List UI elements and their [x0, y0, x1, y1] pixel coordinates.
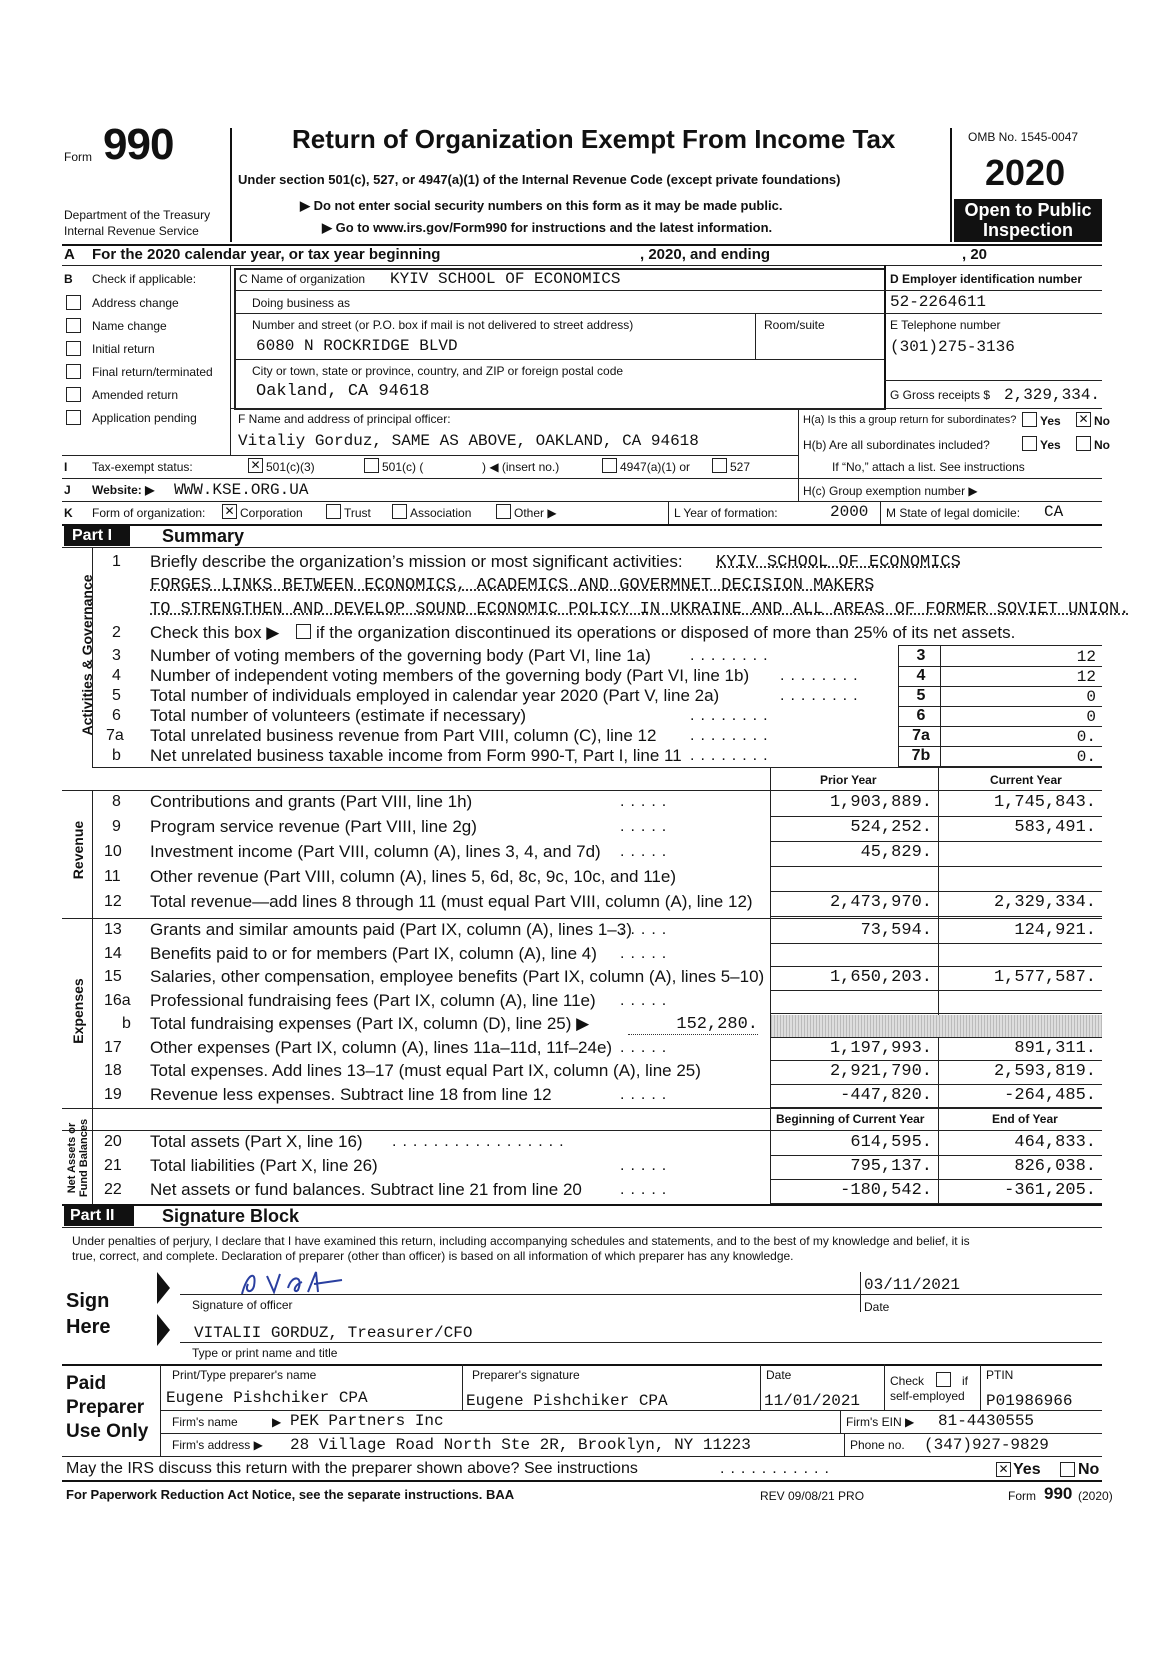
city-state-zip: Oakland, CA 94618	[256, 382, 430, 401]
line-b-letter: B	[64, 272, 73, 286]
expense-current-value: 2,593,819.	[993, 1062, 1096, 1081]
other-label: Other ▶	[514, 506, 557, 520]
penalty-text-1: Under penalties of perjury, I declare that I have examined this return, including accompanying schedules and statements, and to the best of my knowledge and belief, it is	[72, 1234, 970, 1248]
use-only-label: Use Only	[66, 1421, 149, 1442]
line-2-num: 2	[112, 624, 121, 641]
gov-line-text: Net unrelated business taxable income from Form 990-T, Part I, line 11	[150, 746, 682, 765]
line-k-letter: K	[64, 506, 73, 520]
expense-line-number: 19	[104, 1085, 122, 1103]
gov-line-leader: ........	[690, 727, 774, 744]
firm-address: 28 Village Road North Ste 2R, Brooklyn, NY 11223	[290, 1436, 751, 1454]
revenue-current-value: 1,745,843.	[993, 793, 1096, 812]
application-pending-checkbox[interactable]	[66, 410, 81, 425]
firm-phone: (347)927-9829	[924, 1436, 1049, 1454]
side-label-governance: Activities & Governance	[79, 574, 95, 736]
gov-line-text: Total unrelated business revenue from Part VIII, column (C), line 12	[150, 726, 657, 745]
net-assets-line-leader: .....	[620, 1181, 673, 1198]
gov-line-value: 12	[1076, 668, 1096, 686]
501c-label: 501(c) (	[382, 460, 424, 474]
mission-text-2: FORGES LINKS BETWEEN ECONOMICS, ACADEMICS AND GOVERMNET DECISION MAKERS	[150, 576, 875, 595]
discontinued-checkbox[interactable]	[296, 624, 311, 639]
revenue-row-line	[770, 866, 1102, 867]
net-assets-line-number: 21	[104, 1157, 122, 1174]
gov-line-box: 7a	[912, 727, 930, 744]
final-return-checkbox[interactable]	[66, 364, 81, 379]
side-label-expenses: Expenses	[70, 978, 86, 1044]
net-assets-line-leader: .....	[620, 1157, 673, 1174]
expense-line-number: 17	[104, 1038, 122, 1056]
expense-prior-value: 2,921,790.	[829, 1062, 932, 1081]
insert-no-label: ) ◀ (insert no.)	[482, 460, 560, 474]
tax-year: 2020	[985, 152, 1066, 193]
net-assets-prior-value: 795,137.	[850, 1157, 932, 1176]
501c3-label: 501(c)(3)	[266, 460, 315, 474]
association-checkbox[interactable]	[392, 504, 407, 519]
city-label: City or town, state or province, country, and ZIP or foreign postal code	[252, 364, 624, 378]
preparer-name: Eugene Pishchiker CPA	[166, 1389, 368, 1407]
signature-label: Signature of officer	[192, 1298, 293, 1312]
gov-line-leader: ........	[780, 687, 864, 704]
revenue-prior-value: 2,473,970.	[829, 893, 932, 912]
ptin-label: PTIN	[986, 1368, 1014, 1382]
expense-line-text: Total expenses. Add lines 13–17 (must equal Part IX, column (A), line 25)	[150, 1061, 701, 1080]
expense-line-text: Benefits paid to or for members (Part IX, column (A), line 4)	[150, 943, 597, 963]
preparer-date-label: Date	[766, 1368, 792, 1382]
expense-prior-value: 73,594.	[860, 921, 932, 940]
part2-title: Signature Block	[162, 1206, 300, 1226]
revenue-current-value: 2,329,334.	[993, 893, 1096, 912]
net-assets-line-text: Net assets or fund balances. Subtract line 21 from line 20	[150, 1180, 582, 1199]
expense-inline-value: 152,280.	[628, 1015, 758, 1035]
net-assets-current-value: 826,038.	[1014, 1157, 1096, 1176]
phone-no-label: Phone no.	[850, 1438, 905, 1452]
revenue-line-number: 8	[112, 793, 121, 810]
telephone-label: E Telephone number	[890, 318, 1001, 332]
ein-label: D Employer identification number	[890, 272, 1083, 286]
discuss-no-checkbox[interactable]	[1060, 1462, 1075, 1477]
instruction-ssn: ▶ Do not enter social security numbers on this form as it may be made public.	[300, 198, 783, 213]
omb-number: OMB No. 1545-0047	[968, 130, 1079, 144]
preparer-signature: Eugene Pishchiker CPA	[466, 1392, 668, 1410]
revenue-prior-value: 1,903,889.	[829, 793, 932, 812]
gov-line-number: 5	[112, 687, 121, 704]
expense-line-leader: .....	[620, 1085, 673, 1103]
here-label: Here	[66, 1316, 111, 1338]
street-label: Number and street (or P.O. box if mail is not delivered to street address)	[252, 318, 634, 332]
preparer-name-label: Print/Type preparer's name	[172, 1368, 317, 1382]
gov-line-box: 7b	[911, 747, 931, 764]
revenue-line-leader: .....	[620, 793, 673, 810]
other-checkbox[interactable]	[496, 504, 511, 519]
firm-name-arrow: ▶	[272, 1415, 282, 1429]
principal-officer: Vitaliy Gorduz, SAME AS ABOVE, OAKLAND, CA 94618	[238, 432, 699, 450]
address-change-label: Address change	[92, 296, 179, 310]
gov-line-number: 6	[112, 707, 121, 724]
footer-left: For Paperwork Reduction Act Notice, see the separate instructions. BAA	[66, 1487, 515, 1502]
revenue-line-text: Other revenue (Part VIII, column (A), lines 5, 6d, 8c, 9c, 10c, and 11e)	[150, 867, 676, 886]
501c3-checkbox[interactable]	[248, 458, 263, 473]
gov-line-number: 7a	[106, 727, 124, 744]
revenue-row-line	[770, 841, 1102, 842]
ein-value: 52-2264611	[890, 293, 987, 311]
tax-exempt-label: Tax-exempt status:	[92, 460, 193, 474]
room-suite-label: Room/suite	[764, 318, 825, 332]
if-label: if	[962, 1374, 968, 1388]
mission-text-3: TO STRENGTHEN AND DEVELOP SOUND ECONOMIC POLICY IN UKRAINE AND ALL AREAS OF FORMER SOVIET UNION.	[150, 600, 1130, 619]
expense-row-line	[770, 1060, 1102, 1061]
part1-title: Summary	[162, 526, 245, 546]
initial-return-label: Initial return	[92, 342, 155, 356]
expense-current-value: 1,577,587.	[993, 968, 1096, 987]
expense-line-number: b	[122, 1015, 131, 1032]
gov-line-text: Total number of volunteers (estimate if necessary)	[150, 706, 527, 725]
col-beginning-year: Beginning of Current Year	[776, 1112, 925, 1126]
website-label: Website: ▶	[92, 483, 155, 497]
dba-label: Doing business as	[252, 296, 351, 310]
col-end-year: End of Year	[992, 1112, 1058, 1126]
gov-line-box: 6	[916, 707, 926, 724]
revenue-prior-value: 524,252.	[850, 818, 932, 837]
firm-name-label: Firm's name	[172, 1415, 238, 1429]
telephone-value: (301)275-3136	[890, 338, 1015, 356]
side-label-revenue: Revenue	[70, 820, 86, 880]
officer-name-title: VITALII GORDUZ, Treasurer/CFO	[194, 1324, 473, 1342]
sign-date: 03/11/2021	[864, 1276, 961, 1294]
org-form-label: Form of organization:	[92, 506, 206, 520]
net-assets-row-line	[770, 1155, 1102, 1156]
4947-checkbox[interactable]	[602, 458, 617, 473]
expense-line-number: 16a	[104, 991, 131, 1009]
line-j-letter: J	[64, 483, 71, 497]
dept-irs: Internal Revenue Service	[64, 224, 199, 238]
expense-line-text: Revenue less expenses. Subtract line 18 from line 12	[150, 1084, 552, 1104]
expense-line-leader: .....	[620, 921, 673, 938]
net-assets-line-number: 20	[104, 1133, 122, 1150]
trust-checkbox[interactable]	[326, 504, 341, 519]
revenue-row-line	[770, 816, 1102, 817]
line-a-letter: A	[64, 246, 75, 263]
initial-return-checkbox[interactable]	[66, 341, 81, 356]
line-2-text-b: if the organization discontinued its operations or disposed of more than 25% of its net assets.	[316, 623, 1016, 642]
preparer-label: Preparer	[66, 1397, 145, 1418]
expense-line-text: Total fundraising expenses (Part IX, column (D), line 25) ▶	[150, 1014, 590, 1033]
net-assets-current-value: -361,205.	[1004, 1181, 1096, 1200]
discuss-yes-label: Yes	[1013, 1461, 1041, 1478]
revenue-line-text: Total revenue—add lines 8 through 11 (must equal Part VIII, column (A), line 12)	[150, 892, 753, 911]
ha-yes-checkbox[interactable]	[1022, 412, 1037, 427]
expense-line-number: 15	[104, 968, 122, 985]
revenue-line-text: Investment income (Part VIII, column (A), lines 3, 4, and 7d)	[150, 842, 601, 861]
inspection: Inspection	[982, 220, 1073, 240]
discuss-no-label: No	[1078, 1461, 1100, 1478]
expense-line-text: Other expenses (Part IX, column (A), lines 11a–11d, 11f–24e)	[150, 1037, 613, 1057]
state-domicile: CA	[1044, 503, 1064, 521]
org-name-label: C Name of organization	[239, 272, 366, 286]
revenue-line-number: 12	[104, 893, 122, 910]
line-a-text: For the 2020 calendar year, or tax year beginning	[92, 246, 441, 263]
firm-ein-label: Firm's EIN ▶	[846, 1415, 915, 1429]
gross-receipts-label: G Gross receipts $	[890, 388, 991, 402]
net-assets-line-number: 22	[104, 1181, 122, 1198]
gov-line-number: 3	[112, 647, 121, 664]
revenue-line-leader: .....	[620, 843, 673, 860]
expense-line-leader: .....	[620, 991, 673, 1009]
net-assets-line-text: Total liabilities (Part X, line 26)	[150, 1156, 378, 1175]
ha-yes-label: Yes	[1040, 414, 1061, 428]
website-value[interactable]: WWW.KSE.ORG.UA	[174, 481, 309, 499]
gov-line-box: 3	[916, 647, 926, 664]
address-change-checkbox[interactable]	[66, 295, 81, 310]
hb-no-label: No	[1094, 438, 1110, 452]
gov-line-leader: ........	[690, 647, 774, 664]
net-assets-line-leader: .................	[392, 1133, 570, 1150]
footer-form-year: (2020)	[1078, 1489, 1113, 1503]
net-assets-line-text: Total assets (Part X, line 16)	[150, 1132, 363, 1151]
form-prefix: Form	[64, 150, 92, 164]
gov-line-box: 5	[916, 687, 926, 704]
officer-label: F Name and address of principal officer:	[238, 412, 451, 426]
self-employed-checkbox[interactable]	[936, 1372, 951, 1387]
gov-line-text: Total number of individuals employed in calendar year 2020 (Part V, line 2a)	[150, 686, 720, 705]
hc-label: H(c) Group exemption number ▶	[803, 484, 978, 498]
net-assets-row-line	[770, 1179, 1102, 1180]
501c-checkbox[interactable]	[364, 458, 379, 473]
expense-line-text: Grants and similar amounts paid (Part IX, column (A), lines 1–3)	[150, 920, 632, 939]
sign-date-label: Date	[864, 1300, 890, 1314]
4947-label: 4947(a)(1) or	[620, 460, 691, 474]
discuss-question: May the IRS discuss this return with the preparer shown above? See instructions	[66, 1460, 638, 1477]
expense-current-value: -264,485.	[1004, 1085, 1096, 1105]
hb-note: If “No,” attach a list. See instructions	[832, 460, 1025, 474]
gov-line-leader: ........	[780, 667, 864, 684]
gov-line-value: 12	[1076, 648, 1096, 666]
gov-line-leader: ........	[690, 707, 774, 724]
dept-treasury: Department of the Treasury	[64, 208, 211, 222]
expense-row-line	[770, 1107, 1102, 1108]
revenue-line-number: 10	[104, 843, 122, 860]
expense-row-line	[770, 1013, 1102, 1014]
application-pending-label: Application pending	[92, 411, 197, 425]
expense-line-number: 18	[104, 1062, 122, 1079]
expense-line-leader: .....	[620, 944, 673, 962]
firm-name: PEK Partners Inc	[290, 1412, 444, 1430]
revenue-line-number: 9	[112, 818, 121, 835]
amended-return-checkbox[interactable]	[66, 387, 81, 402]
expense-current-value: 891,311.	[1014, 1038, 1096, 1058]
hb-label: H(b) Are all subordinates included?	[803, 438, 990, 452]
expense-prior-value: -447,820.	[840, 1085, 932, 1105]
expense-line-number: 14	[104, 944, 122, 962]
penalty-text-2: true, correct, and complete. Declaration of preparer (other than officer) is based on all information of which preparer has any knowledge.	[72, 1249, 794, 1263]
discuss-yes-checkbox[interactable]	[996, 1462, 1011, 1477]
corporation-label: Corporation	[240, 506, 303, 520]
sign-arrow-2	[157, 1314, 170, 1346]
footer-form-label: Form	[1008, 1489, 1036, 1503]
net-assets-prior-value: -180,542.	[840, 1181, 932, 1200]
gov-line-value: 0.	[1076, 728, 1096, 746]
col-current-year: Current Year	[990, 773, 1062, 787]
year-formation-label: L Year of formation:	[674, 506, 778, 520]
gov-line-number: b	[112, 747, 121, 764]
ptin-value: P01986966	[986, 1392, 1073, 1410]
type-name-label: Type or print name and title	[192, 1346, 338, 1360]
line-1-num: 1	[112, 553, 121, 570]
association-label: Association	[410, 506, 472, 520]
check-applicable-label: Check if applicable:	[92, 272, 197, 286]
revenue-row-line	[770, 891, 1102, 892]
gov-row-line	[898, 766, 1102, 767]
line-a-year: , 20	[962, 246, 988, 263]
expense-row-line	[770, 1084, 1102, 1085]
ha-label: H(a) Is this a group return for subordinates?	[803, 414, 1017, 426]
footer-form-number: 990	[1044, 1484, 1073, 1503]
open-to-public: Open to Public	[964, 200, 1092, 220]
org-name: KYIV SCHOOL OF ECONOMICS	[390, 270, 621, 288]
gov-line-value: 0	[1086, 688, 1096, 706]
net-assets-current-value: 464,833.	[1014, 1133, 1096, 1152]
line-a-ending: , 2020, and ending	[640, 246, 771, 263]
gov-line-value: 0.	[1076, 748, 1096, 766]
form-number: 990	[103, 120, 174, 169]
revenue-row-line	[770, 916, 1102, 917]
hb-yes-label: Yes	[1040, 438, 1061, 452]
hb-yes-checkbox[interactable]	[1022, 436, 1037, 451]
527-label: 527	[730, 460, 751, 474]
sign-arrow-1	[157, 1272, 170, 1304]
col-prior-year: Prior Year	[820, 773, 877, 787]
trust-label: Trust	[344, 506, 371, 520]
expense-line-number: 13	[104, 921, 122, 938]
part1-tag: Part I	[72, 527, 113, 544]
line-2-text-a: Check this box ▶	[150, 623, 280, 642]
expense-line-text: Professional fundraising fees (Part IX, column (A), line 11e)	[150, 990, 596, 1010]
mission-text-1: KYIV SCHOOL OF ECONOMICS	[716, 553, 961, 572]
revenue-line-leader: .....	[620, 818, 673, 835]
state-domicile-label: M State of legal domicile:	[886, 506, 1021, 520]
expense-row-line	[770, 990, 1102, 991]
side-label-net-assets: Net Assets or Fund Balances	[66, 1118, 90, 1198]
gov-line-box: 4	[916, 667, 926, 684]
preparer-sig-label: Preparer's signature	[472, 1368, 580, 1382]
mission-label: Briefly describe the organization’s mission or most significant activities:	[150, 552, 683, 571]
check-label: Check	[890, 1374, 925, 1388]
sign-label: Sign	[66, 1290, 110, 1312]
expense-row-line	[770, 1037, 1102, 1038]
instruction-website: ▶ Go to www.irs.gov/Form990 for instructions and the latest information.	[322, 220, 773, 235]
expense-line-text: Salaries, other compensation, employee benefits (Part IX, column (A), lines 5–10)	[150, 967, 765, 986]
gov-line-text: Number of voting members of the governing body (Part VI, line 1a)	[150, 646, 651, 665]
gov-line-leader: ........	[690, 747, 774, 764]
hb-no-checkbox[interactable]	[1076, 436, 1091, 451]
form-title: Return of Organization Exempt From Income Tax	[292, 124, 896, 154]
gov-line-number: 4	[112, 667, 121, 684]
expense-prior-value: 1,650,203.	[829, 968, 932, 987]
expense-row-line	[770, 966, 1102, 967]
under-section: Under section 501(c), 527, or 4947(a)(1) of the Internal Revenue Code (except private foundations)	[238, 172, 841, 187]
revenue-prior-value: 45,829.	[860, 843, 932, 862]
ha-no-label: No	[1094, 414, 1110, 428]
part2-tag: Part II	[70, 1207, 115, 1224]
name-change-label: Name change	[92, 319, 167, 333]
firm-ein: 81-4430555	[938, 1412, 1035, 1430]
paid-label: Paid	[66, 1373, 107, 1394]
final-return-label: Final return/terminated	[92, 365, 213, 379]
self-employed-label: self-employed	[890, 1389, 965, 1403]
amended-return-label: Amended return	[92, 388, 179, 402]
gov-line-value: 0	[1086, 708, 1096, 726]
net-assets-prior-value: 614,595.	[850, 1133, 932, 1152]
firm-address-label: Firm's address ▶	[172, 1438, 263, 1452]
expense-prior-value: 1,197,993.	[829, 1038, 932, 1058]
527-checkbox[interactable]	[712, 458, 727, 473]
line-i-letter: I	[64, 460, 68, 474]
revenue-line-number: 11	[104, 868, 121, 885]
expense-line-leader: .....	[620, 1038, 673, 1056]
ha-no-checkbox[interactable]	[1076, 412, 1091, 427]
street-address: 6080 N ROCKRIDGE BLVD	[256, 337, 458, 355]
gross-receipts-value: 2,329,334.	[1004, 386, 1101, 404]
name-change-checkbox[interactable]	[66, 318, 81, 333]
revenue-current-value: 583,491.	[1014, 818, 1096, 837]
discuss-leader: ...........	[720, 1460, 835, 1477]
expense-current-value: 124,921.	[1014, 921, 1096, 940]
net-assets-row-line	[770, 1203, 1102, 1204]
revenue-line-text: Program service revenue (Part VIII, line 2g)	[150, 817, 477, 836]
preparer-date: 11/01/2021	[764, 1392, 861, 1410]
expense-row-line	[770, 943, 1102, 944]
gov-line-text: Number of independent voting members of the governing body (Part VI, line 1b)	[150, 666, 750, 685]
footer-rev: REV 09/08/21 PRO	[760, 1489, 865, 1503]
corporation-checkbox[interactable]	[222, 504, 237, 519]
revenue-line-text: Contributions and grants (Part VIII, line 1h)	[150, 792, 473, 811]
year-formation: 2000	[830, 503, 869, 521]
